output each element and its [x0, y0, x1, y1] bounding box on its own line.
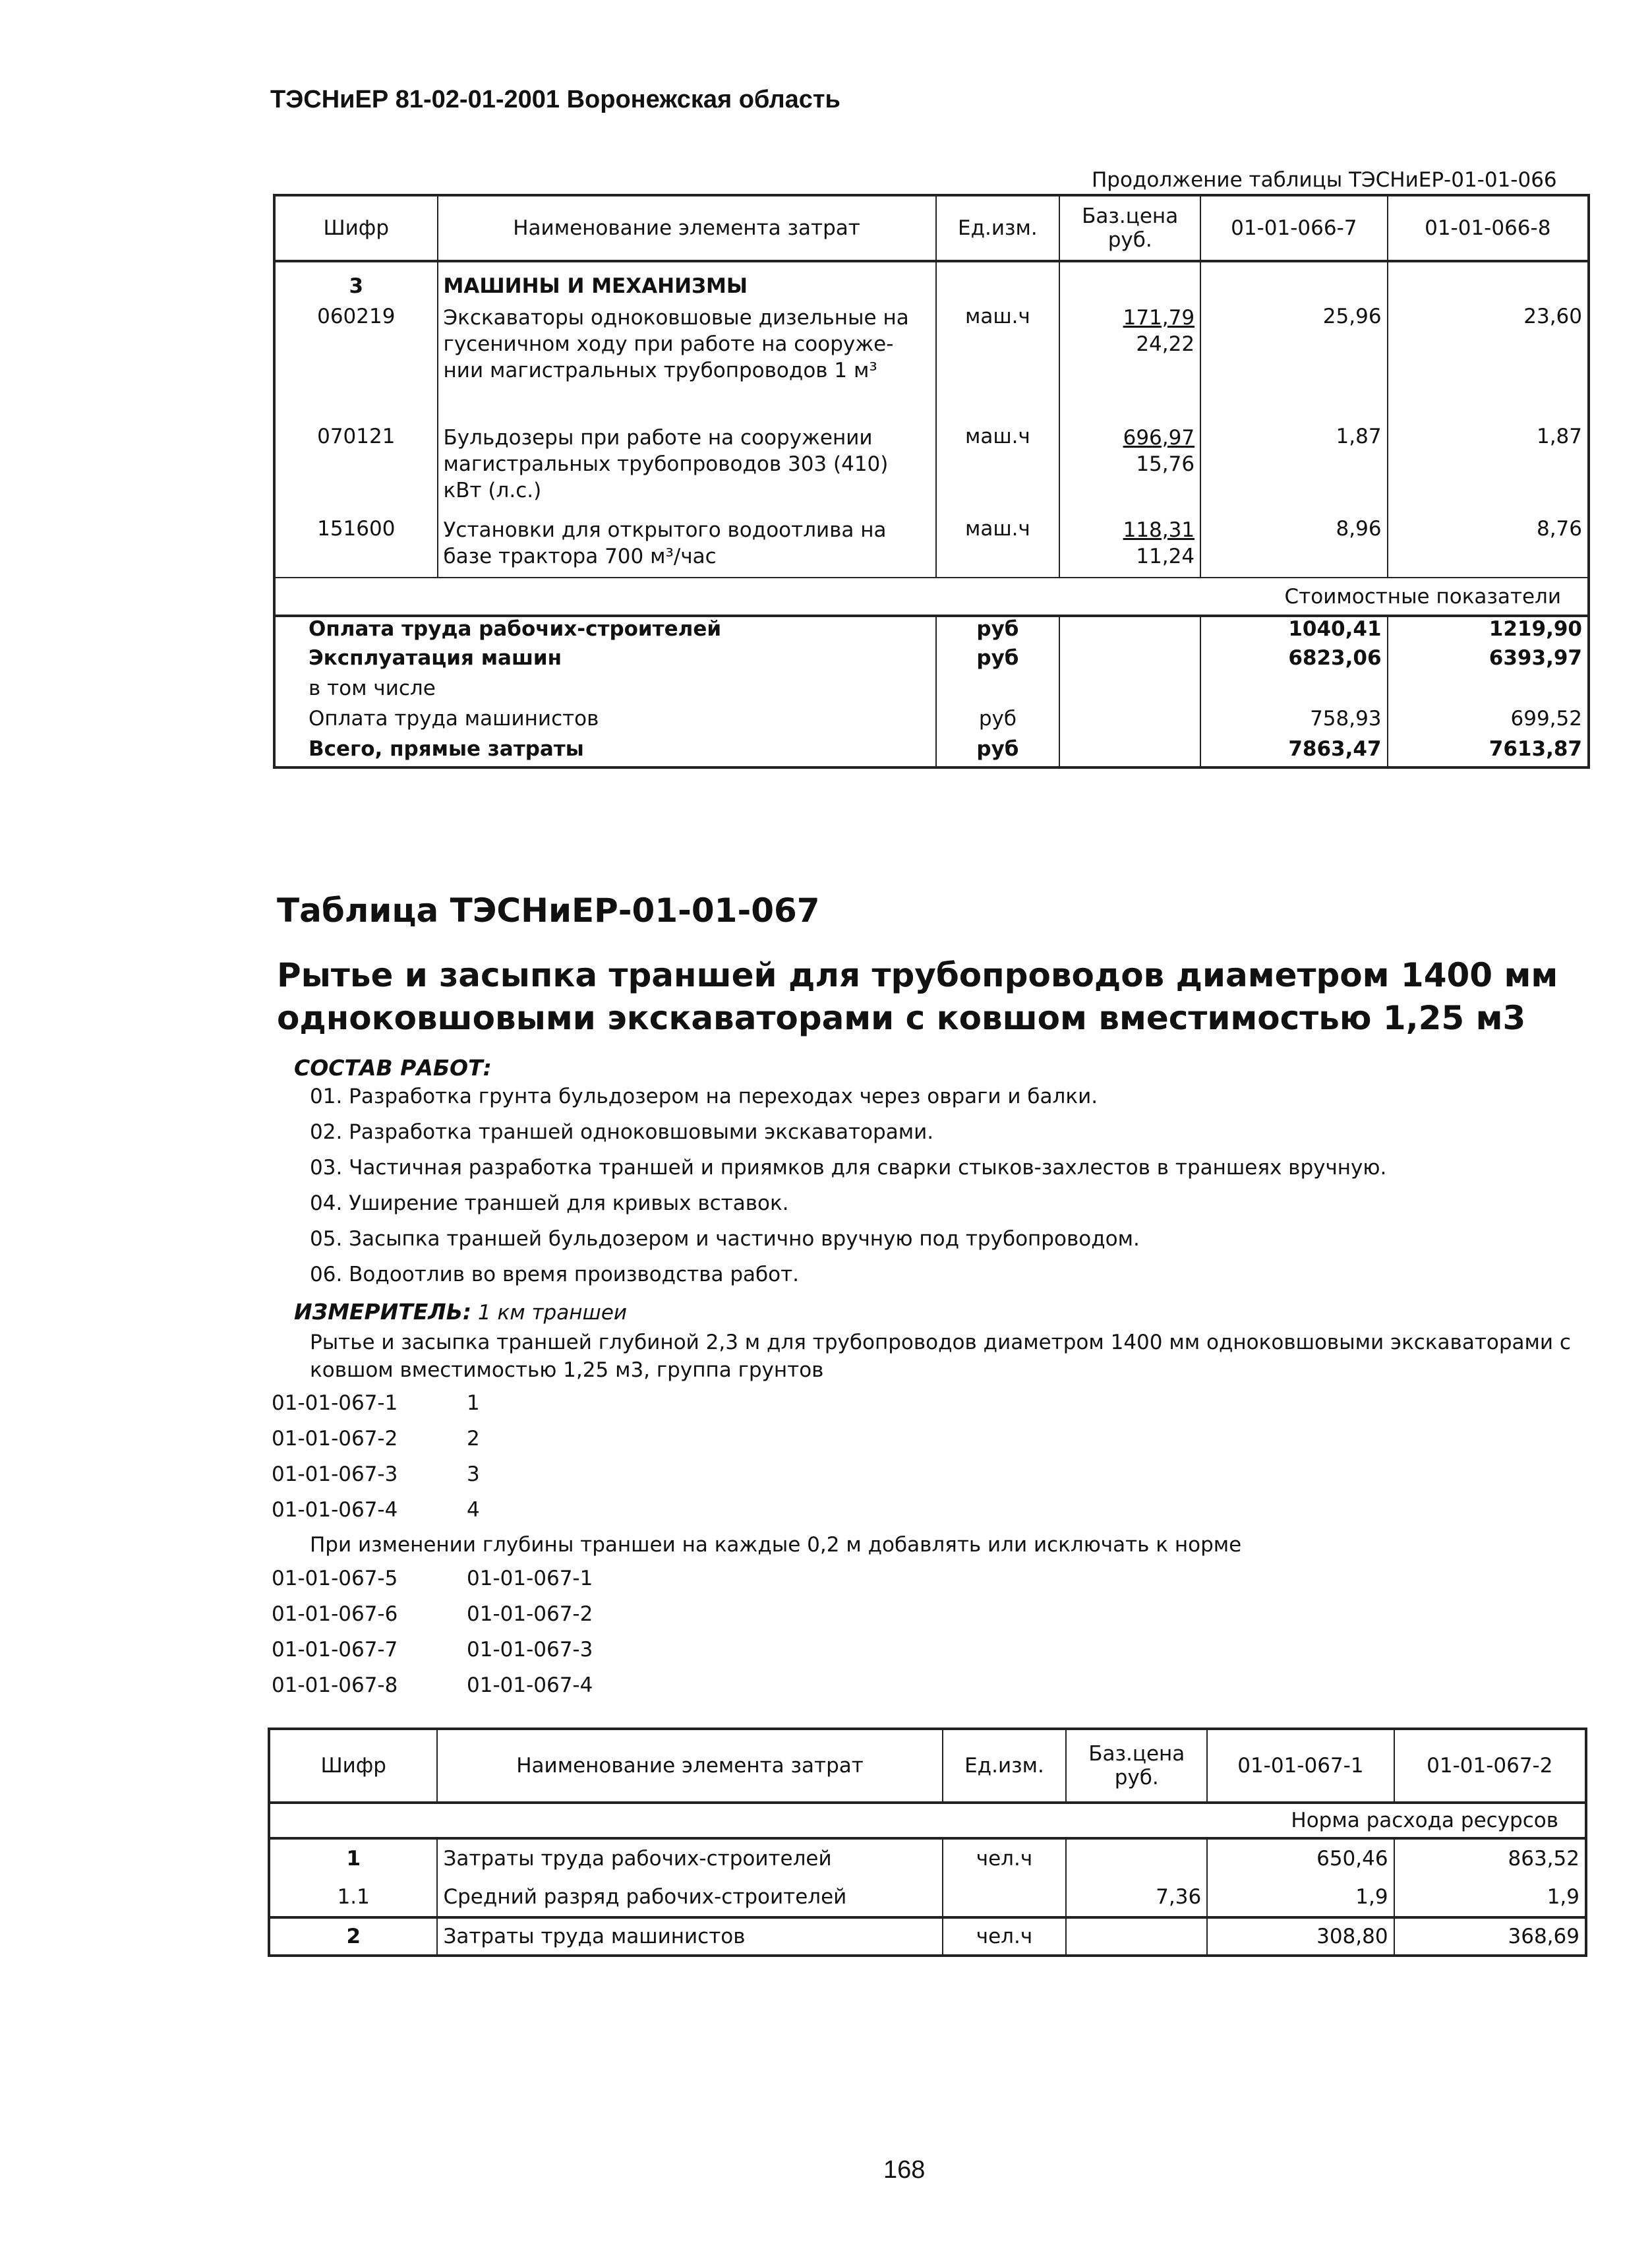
resource-table-067 [268, 1727, 1587, 1957]
price-currency: руб. [1107, 228, 1152, 252]
row-name [438, 305, 936, 425]
table-row [269, 1838, 1586, 1878]
column-header-unit: Ед.изм. [936, 195, 1060, 261]
table-subtitle: Рытье и засыпка траншей для трубопроводов диаметром 1400 мм [277, 956, 1558, 994]
row-unit: маш.ч [936, 305, 1060, 425]
cost-value-8: 7613,87 [1388, 737, 1589, 767]
row-price [1059, 517, 1200, 578]
row-name-line: кВт (л.с.) [443, 479, 542, 502]
column-header-unit: Ед.изм. [943, 1729, 1067, 1803]
group-code: 01-01-067-4 [272, 1498, 398, 1522]
section-name: МАШИНЫ И МЕХАНИЗМЫ [438, 261, 936, 305]
cost-row [274, 616, 1589, 646]
depth-code: 01-01-067-5 [272, 1567, 398, 1590]
cost-header: Стоимостные показатели [1284, 584, 1561, 609]
row-unit: чел.ч [943, 1838, 1067, 1878]
work-item: 06. Водоотлив во время производства работ. [310, 1263, 800, 1286]
cost-value-8: 6393,97 [1388, 646, 1589, 676]
row-code: 070121 [317, 425, 396, 448]
row-name [438, 517, 936, 578]
column-header-price [1059, 195, 1200, 261]
depth-code: 01-01-067-6 [272, 1602, 398, 1626]
row-value-8: 23,60 [1388, 305, 1589, 425]
cost-value-8: 699,52 [1388, 707, 1589, 737]
row-name: Затраты труда рабочих-строителей [437, 1838, 942, 1878]
group-code: 01-01-067-2 [272, 1427, 398, 1451]
table-row [274, 517, 1589, 578]
table-row [274, 305, 1589, 425]
row-name-line: Установки для открытого водоотлива на [443, 518, 887, 542]
price-currency: руб. [1114, 1766, 1159, 1789]
depth-note: При изменении глубины траншеи на каждые 0,2 м добавлять или исключать к норме [310, 1533, 1242, 1557]
group-value: 1 [467, 1391, 480, 1415]
cost-value-7: 6823,06 [1200, 646, 1387, 676]
row-name-line: Бульдозеры при работе на сооружении [443, 426, 873, 450]
cost-name: в том числе [309, 676, 436, 700]
cost-value-8: 1219,90 [1388, 616, 1589, 646]
table-row [269, 1878, 1586, 1917]
row-code: 2 [346, 1925, 361, 1948]
row-price [1066, 1838, 1207, 1878]
column-header-norm-7: 01-01-066-7 [1200, 195, 1387, 261]
cost-name: Эксплуатация машин [309, 646, 562, 670]
cost-name: Оплата труда машинистов [309, 707, 599, 731]
cost-row [274, 707, 1589, 737]
cost-value-7: 1040,41 [1200, 616, 1387, 646]
price-bottom: 15,76 [1136, 452, 1195, 476]
work-item: 02. Разработка траншей одноковшовыми экскаваторами. [310, 1120, 934, 1144]
table-continuation-caption: Продолжение таблицы ТЭСНиЕР-01-01-066 [1092, 168, 1557, 192]
cost-unit: руб [936, 646, 1060, 676]
row-value-8: 8,76 [1388, 517, 1589, 578]
table-subtitle: одноковшовыми экскаваторами с ковшом вместимостью 1,25 м3 [277, 999, 1526, 1037]
depth-ref: 01-01-067-2 [467, 1602, 593, 1626]
row-code: 1 [346, 1847, 361, 1871]
cost-unit: руб [936, 737, 1060, 767]
column-header-norm-2: 01-01-067-2 [1394, 1729, 1586, 1803]
group-row [272, 1427, 480, 1451]
row-unit: чел.ч [943, 1917, 1067, 1956]
depth-ref: 01-01-067-4 [467, 1673, 593, 1697]
row-name: Затраты труда машинистов [437, 1917, 942, 1956]
row-name-line: гусеничном ходу при работе на сооруже- [443, 332, 894, 356]
row-code: 1.1 [337, 1885, 370, 1909]
group-value: 3 [467, 1462, 480, 1486]
column-header-norm-8: 01-01-066-8 [1388, 195, 1589, 261]
row-value-7: 8,96 [1200, 517, 1387, 578]
depth-row [272, 1673, 593, 1697]
group-row [272, 1462, 480, 1486]
table-header-row [269, 1729, 1586, 1803]
row-value-8: 1,87 [1388, 425, 1589, 517]
price-label: Баз.цена [1082, 204, 1179, 228]
group-code: 01-01-067-3 [272, 1462, 398, 1486]
section-code: 3 [349, 274, 364, 298]
row-unit: маш.ч [936, 425, 1060, 517]
depth-row [272, 1567, 593, 1590]
table-row [274, 425, 1589, 517]
depth-row [272, 1602, 593, 1626]
table-heading: Таблица ТЭСНиЕР-01-01-067 [277, 891, 820, 930]
cost-unit: руб [936, 616, 1060, 646]
meter-label: ИЗМЕРИТЕЛЬ: [294, 1299, 472, 1325]
depth-ref: 01-01-067-1 [467, 1567, 593, 1590]
work-item: 01. Разработка грунта бульдозером на переходах через овраги и балки. [310, 1085, 1098, 1108]
depth-code: 01-01-067-8 [272, 1673, 398, 1697]
price-bottom: 24,22 [1136, 332, 1195, 356]
price-top: 696,97 [1123, 426, 1195, 450]
work-composition-label: СОСТАВ РАБОТ: [294, 1055, 492, 1081]
cost-unit: руб [936, 707, 1060, 737]
description: Рытье и засыпка траншей глубиной 2,3 м для трубопроводов диаметром 1400 мм одноковшовыми экскаваторами с ковшом вместимостью 1,25 м3, группа грунтов [310, 1331, 1571, 1382]
work-item: 04. Уширение траншей для кривых вставок. [310, 1191, 789, 1215]
work-item: 05. Засыпка траншей бульдозером и частично вручную под трубопроводом. [310, 1227, 1140, 1251]
group-code: 01-01-067-1 [272, 1391, 398, 1415]
table-header-row [274, 195, 1589, 261]
cost-header-row [274, 578, 1589, 616]
norm-header: Норма расхода ресурсов [1291, 1809, 1558, 1832]
cost-row-total [274, 737, 1589, 767]
price-top: 171,79 [1123, 306, 1195, 330]
row-price [1066, 1917, 1207, 1956]
row-name-line: базе трактора 700 м³/час [443, 545, 717, 568]
row-price [1059, 425, 1200, 517]
group-row [272, 1391, 480, 1415]
cost-value-7: 758,93 [1200, 707, 1387, 737]
row-code: 151600 [317, 517, 396, 541]
work-item: 03. Частичная разработка траншей и приямков для сварки стыков-захлестов в траншеях вручную. [310, 1156, 1387, 1180]
price-label: Баз.цена [1088, 1742, 1185, 1766]
row-name [438, 425, 936, 517]
group-value: 4 [467, 1498, 480, 1522]
row-price: 7,36 [1066, 1878, 1207, 1917]
row-name-line: нии магистральных трубопроводов 1 м³ [443, 359, 877, 382]
column-header-name: Наименование элемента затрат [438, 195, 936, 261]
row-value-1: 650,46 [1207, 1838, 1394, 1878]
column-header-name: Наименование элемента затрат [437, 1729, 942, 1803]
section-row [274, 261, 1589, 305]
page-number: 168 [883, 2156, 926, 2184]
cost-row [274, 646, 1589, 676]
depth-ref: 01-01-067-3 [467, 1638, 593, 1662]
row-value-7: 25,96 [1200, 305, 1387, 425]
group-value: 2 [467, 1427, 480, 1451]
row-value-2: 863,52 [1394, 1838, 1586, 1878]
row-price [1059, 305, 1200, 425]
row-name: Средний разряд рабочих-строителей [437, 1878, 942, 1917]
row-name-line: Экскаваторы одноковшовые дизельные на [443, 306, 909, 330]
depth-row [272, 1638, 593, 1662]
column-header-code: Шифр [274, 195, 438, 261]
column-header-price [1066, 1729, 1207, 1803]
cost-value-7: 7863,47 [1200, 737, 1387, 767]
resource-table-066 [273, 194, 1590, 769]
table-row [269, 1917, 1586, 1956]
row-name-line: магистральных трубопроводов 303 (410) [443, 452, 889, 476]
row-code: 060219 [317, 305, 396, 328]
norm-header-row [269, 1803, 1586, 1838]
meter-value: 1 км траншеи [477, 1301, 628, 1325]
row-unit [943, 1878, 1067, 1917]
row-value-1: 308,80 [1207, 1917, 1394, 1956]
column-header-norm-1: 01-01-067-1 [1207, 1729, 1394, 1803]
meter-line [294, 1299, 627, 1325]
cost-name: Оплата труда рабочих-строителей [309, 617, 722, 641]
column-header-code: Шифр [269, 1729, 437, 1803]
group-row [272, 1498, 480, 1522]
price-bottom: 11,24 [1136, 545, 1195, 568]
page-header-title: ТЭСНиЕР 81-02-01-2001 Воронежская область [270, 86, 841, 113]
row-value-1: 1,9 [1207, 1878, 1394, 1917]
row-unit: маш.ч [936, 517, 1060, 578]
row-value-2: 368,69 [1394, 1917, 1586, 1956]
row-value-2: 1,9 [1394, 1878, 1586, 1917]
cost-row [274, 676, 1589, 707]
price-top: 118,31 [1123, 518, 1195, 542]
row-value-7: 1,87 [1200, 425, 1387, 517]
cost-name: Всего, прямые затраты [309, 737, 584, 761]
depth-code: 01-01-067-7 [272, 1638, 398, 1662]
